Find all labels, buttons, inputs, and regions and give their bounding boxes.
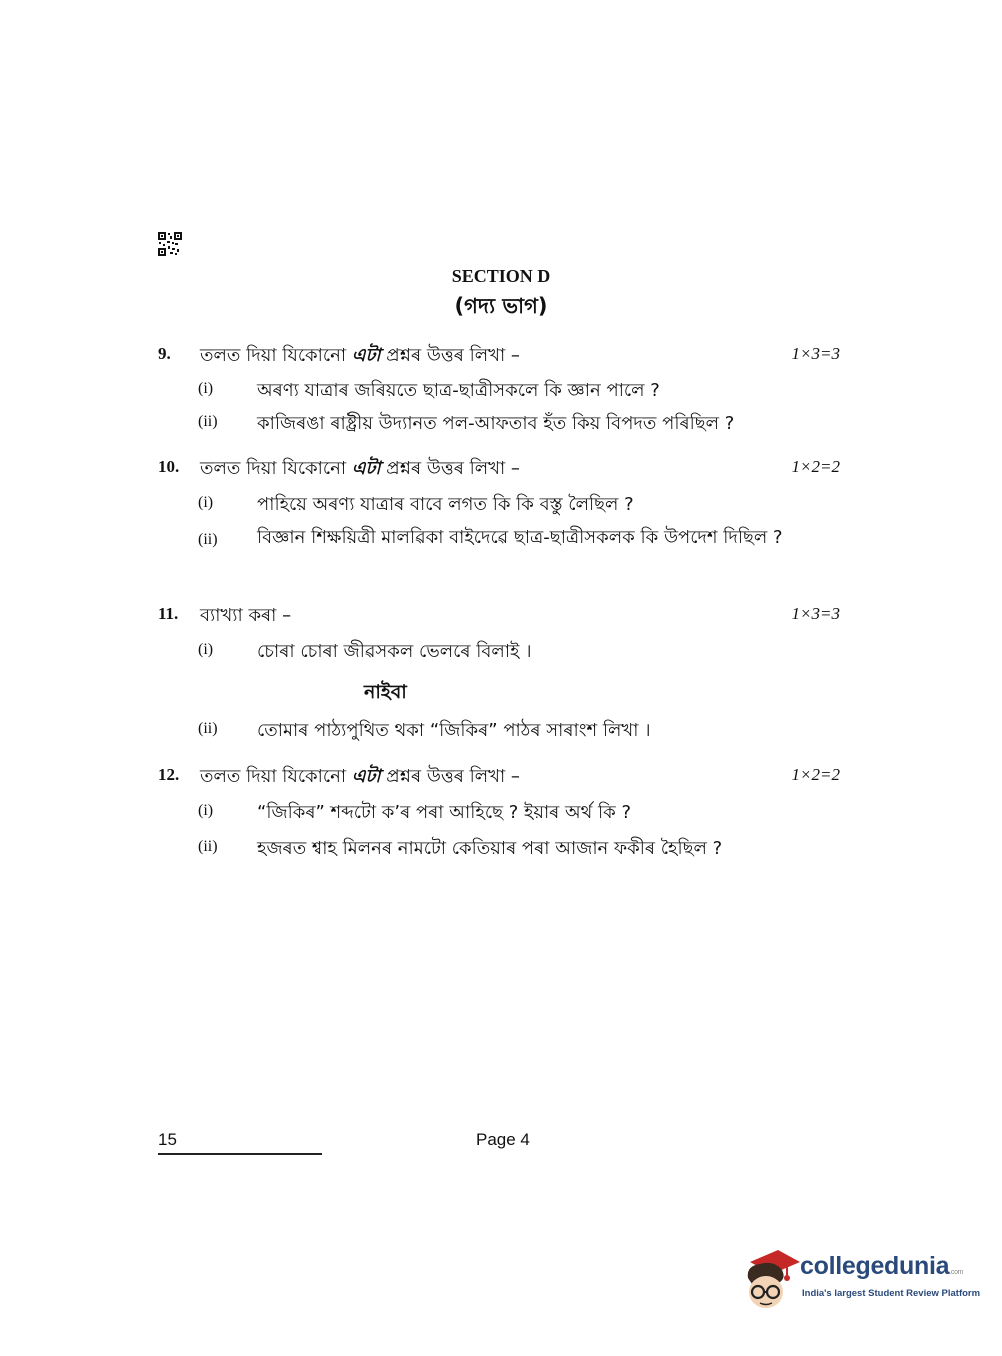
logo-name: collegedunia (800, 1252, 950, 1280)
question-number: 11. (158, 604, 179, 623)
sub-question-label: (i) (198, 494, 214, 511)
question-text: তলত দিয়া যিকোনো এটা প্ৰশ্নৰ উত্তৰ লিখা – (200, 345, 520, 366)
sub-question-text: “জিকিৰ” শব্দটো ক’ৰ পৰা আহিছে ? ইয়াৰ অৰ্থ কি ? (257, 802, 632, 823)
or-separator: নাইবা (364, 681, 407, 703)
question-text: ব্যাখ্যা কৰা – (200, 605, 292, 626)
sub-question-label: (ii) (198, 531, 218, 548)
question-marks: 1×3=3 (791, 604, 840, 623)
question-text: তলত দিয়া যিকোনো এটা প্ৰশ্নৰ উত্তৰ লিখা – (200, 766, 520, 787)
sub-question-label: (ii) (198, 720, 218, 737)
emphasis-text: এটা (351, 345, 381, 366)
question-marks: 1×2=2 (791, 765, 840, 784)
emphasis-text: এটা (351, 458, 381, 479)
footer-divider (158, 1153, 322, 1155)
sub-question-text: বিজ্ঞান শিক্ষয়িত্ৰী মালৱিকা বাইদেৱে ছাত্ৰ-ছাত্ৰীসকলক কি উপদেশ দিছিল ? (257, 527, 783, 548)
paper-code: 15 (158, 1130, 177, 1149)
collegedunia-logo (742, 1248, 981, 1318)
section-title: SECTION D (451, 266, 551, 286)
question-number: 12. (158, 765, 180, 784)
sub-question-text: তোমাৰ পাঠ্যপুথিত থকা “জিকিৰ” পাঠৰ সাৰাংশ লিখা । (257, 720, 651, 741)
question-text: তলত দিয়া যিকোনো এটা প্ৰশ্নৰ উত্তৰ লিখা – (200, 458, 520, 479)
logo-tagline: India's largest Student Review Platform (802, 1288, 981, 1299)
sub-question-label: (ii) (198, 838, 218, 855)
question-marks: 1×2=2 (791, 457, 840, 476)
sub-question-text: অৰণ্য যাত্ৰাৰ জৰিয়তে ছাত্ৰ-ছাত্ৰীসকলে কি জ্ঞান পালে ? (257, 380, 660, 401)
sub-question-label: (i) (198, 380, 214, 397)
logo-domain: .com (949, 1269, 964, 1276)
qr-code-icon (158, 232, 182, 256)
emphasis-text: এটা (351, 766, 381, 787)
question-number: 10. (158, 457, 180, 476)
sub-question-label: (ii) (198, 413, 218, 430)
question-marks: 1×3=3 (791, 344, 840, 363)
mascot-icon (742, 1248, 802, 1318)
sub-question-text: হজৰত শ্বাহ মিলনৰ নামটো কেতিয়াৰ পৰা আজান ফকীৰ হৈছিল ? (257, 838, 723, 859)
section-subtitle: (গদ্য ভাগ) (454, 294, 548, 318)
sub-question-text: চোৰা চোৰা জীৱসকল ভেলৰে বিলাই । (257, 641, 532, 662)
sub-question-label: (i) (198, 641, 214, 658)
page-number: Page 4 (476, 1130, 530, 1149)
question-number: 9. (158, 344, 171, 363)
sub-question-text: কাজিৰঙা ৰাষ্ট্ৰীয় উদ্যানত পল-আফতাব হঁত কিয় বিপদত পৰিছিল ? (257, 413, 735, 434)
sub-question-label: (i) (198, 802, 214, 819)
sub-question-text: পাহিয়ে অৰণ্য যাত্ৰাৰ বাবে লগত কি কি বস্তু লৈছিল ? (257, 494, 634, 515)
